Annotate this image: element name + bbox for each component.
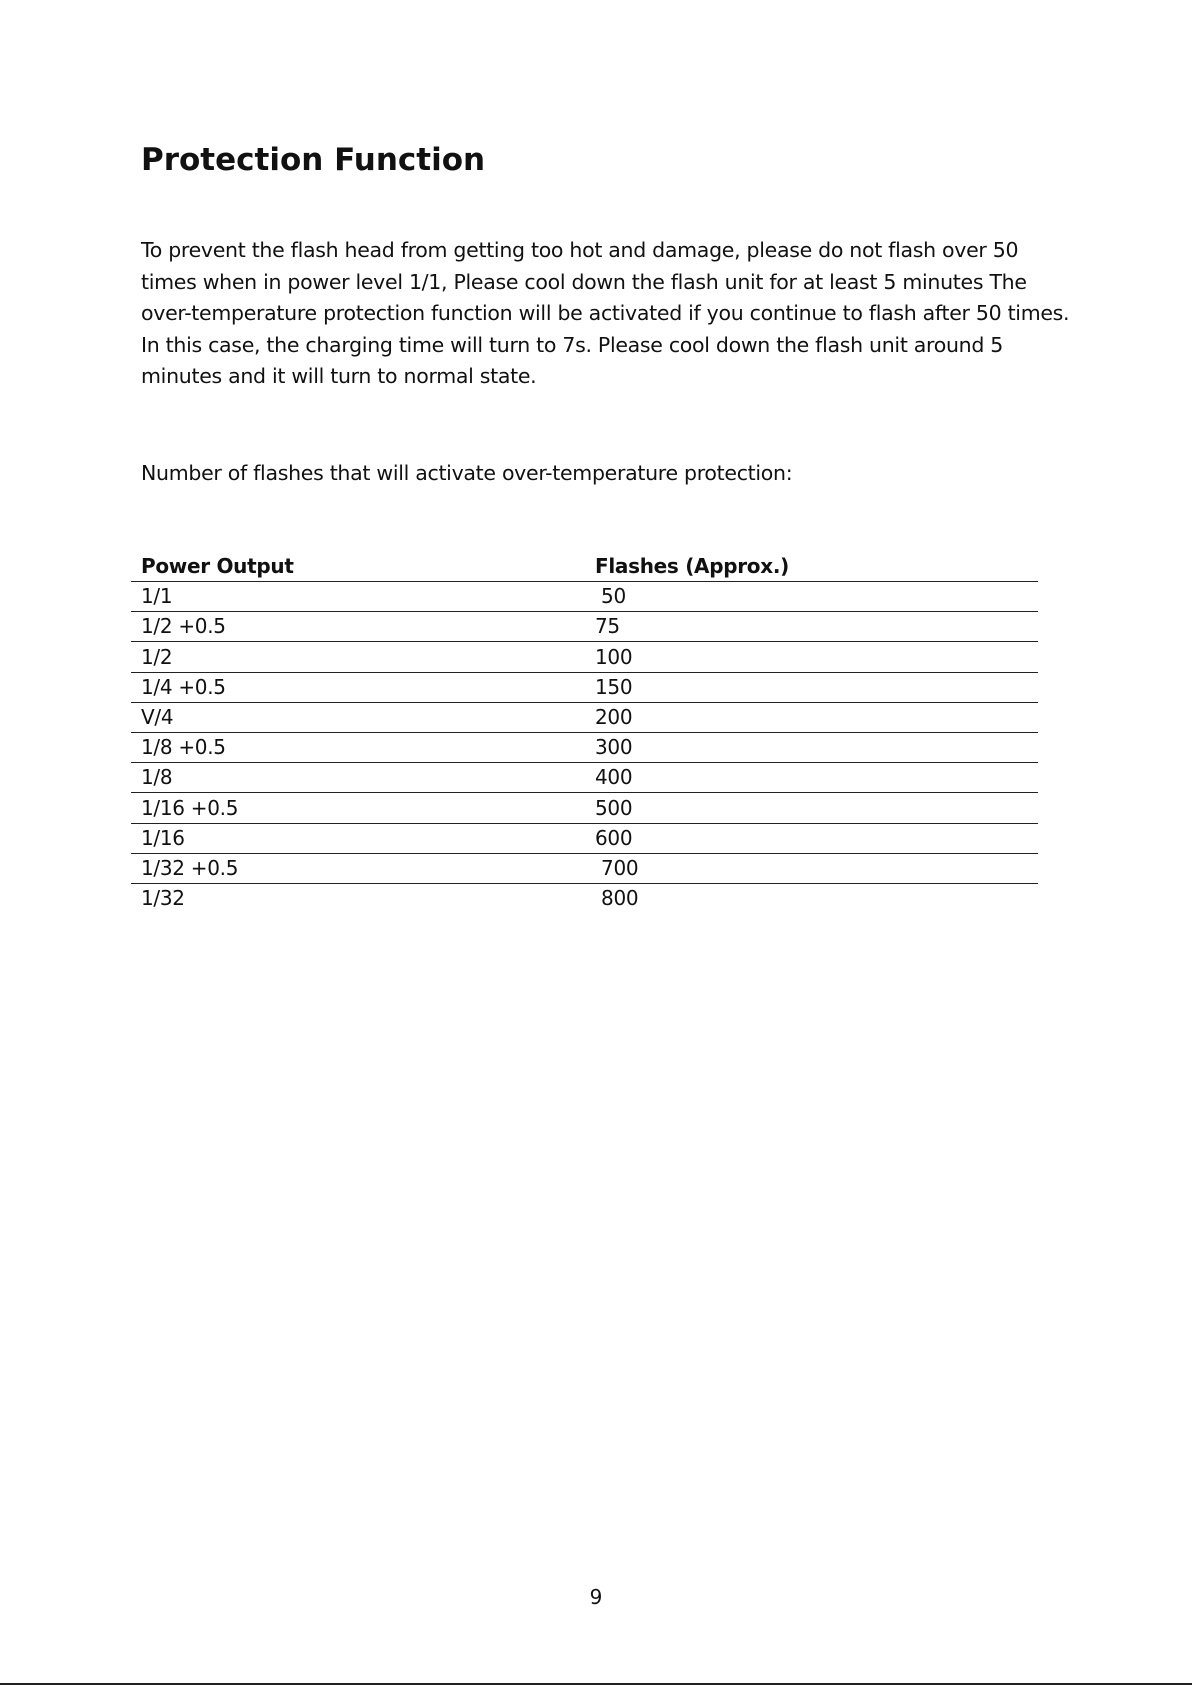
table-header-row: [131, 552, 1038, 582]
table-row: [131, 883, 1038, 913]
table-row: [131, 642, 1038, 672]
flashes-cell: 50: [585, 582, 1038, 612]
table-row: [131, 853, 1038, 883]
intro-paragraph: [141, 235, 1071, 393]
power-output-cell: V/4: [131, 702, 585, 732]
flashes-cell: 300: [585, 732, 1038, 762]
flashes-cell: 600: [585, 823, 1038, 853]
table-row: [131, 823, 1038, 853]
table-row: [131, 732, 1038, 762]
flashes-cell: 200: [585, 702, 1038, 732]
flashes-cell: 100: [585, 642, 1038, 672]
power-output-cell: 1/16: [131, 823, 585, 853]
table-row: [131, 582, 1038, 612]
power-output-cell: 1/32: [141, 886, 185, 911]
flashes-cell: 75: [585, 612, 1038, 642]
table-caption: Number of flashes that will activate over-temperature protection:: [141, 461, 793, 485]
column-header-power-output: Power Output: [131, 552, 585, 582]
flashes-cell: 150: [585, 672, 1038, 702]
table-row: [131, 612, 1038, 642]
table-row: [131, 793, 1038, 823]
flashes-cell: 400: [585, 763, 1038, 793]
column-header-flashes: Flashes (Approx.): [585, 552, 1038, 582]
table-row: [131, 702, 1038, 732]
power-output-cell: 1/1: [131, 582, 585, 612]
intro-line: To prevent the flash head from getting too hot and damage, please do not flash over 50: [141, 238, 1019, 262]
flash-count-table: [131, 552, 1038, 913]
power-output-cell: 1/8 +0.5: [131, 732, 585, 762]
intro-line: minutes and it will turn to normal state.: [141, 364, 537, 388]
table-row: [131, 763, 1038, 793]
power-output-cell: 1/2: [131, 642, 585, 672]
power-output-cell: 1/2 +0.5: [131, 612, 585, 642]
intro-line: over-temperature protection function will be activated if you continue to flash after 50 times.: [141, 301, 1070, 325]
flashes-cell: 800: [595, 886, 639, 911]
power-output-cell: 1/16 +0.5: [131, 793, 585, 823]
power-output-cell: 1/32 +0.5: [131, 853, 585, 883]
power-output-cell: 1/4 +0.5: [131, 672, 585, 702]
page-title: Protection Function: [141, 142, 486, 178]
power-output-cell: 1/8: [131, 763, 585, 793]
flashes-cell: 500: [585, 793, 1038, 823]
intro-line: In this case, the charging time will turn to 7s. Please cool down the flash unit around 5: [141, 332, 1004, 357]
flashes-cell: 700: [585, 853, 1038, 883]
intro-line: times when in power level 1/1, Please cool down the flash unit for at least 5 minutes The: [141, 269, 1027, 294]
table-row: [131, 672, 1038, 702]
page-number: 9: [589, 1585, 603, 1609]
